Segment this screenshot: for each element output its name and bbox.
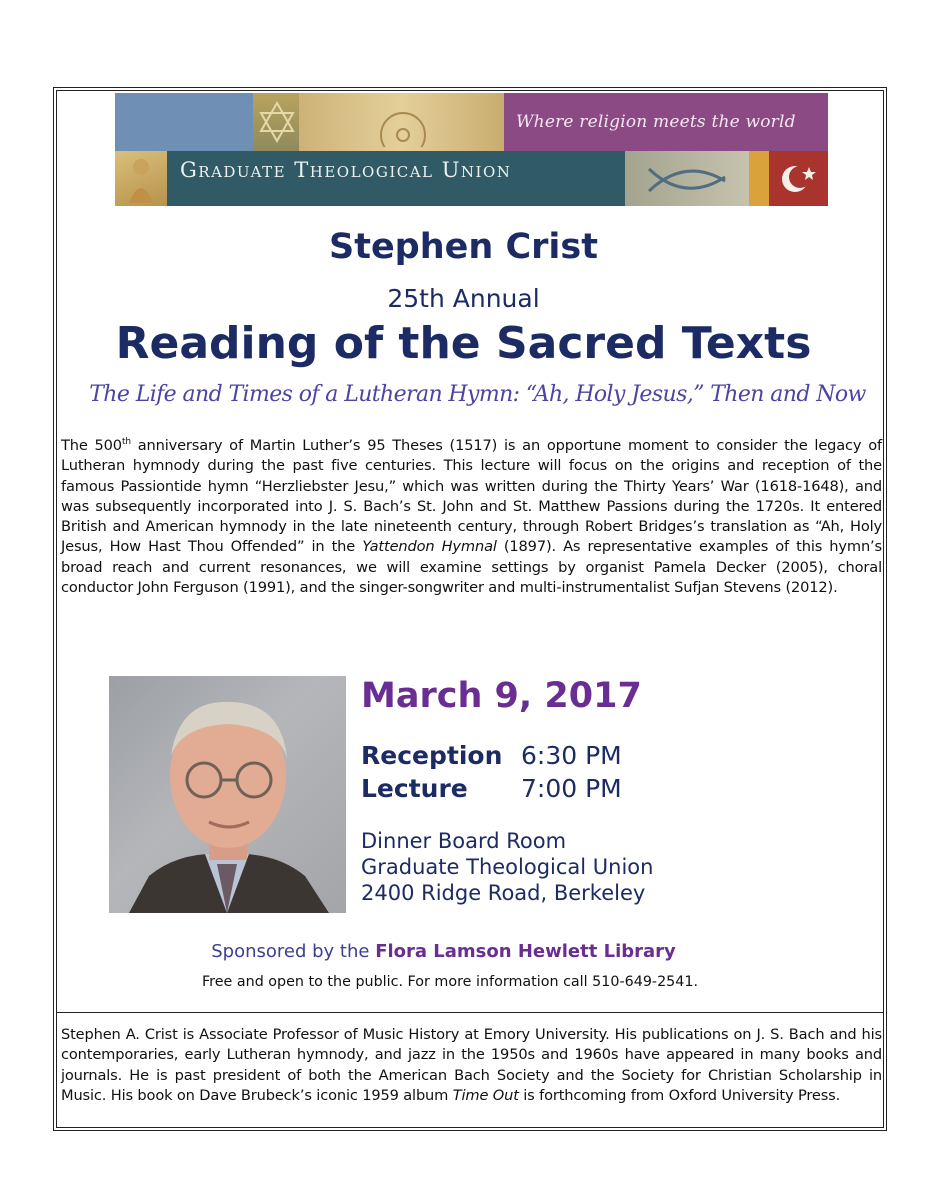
sponsor-prefix: Sponsored by the: [211, 941, 376, 962]
lecture-label: Lecture: [361, 774, 468, 803]
star-of-david-icon: [255, 97, 299, 147]
speaker-photo: [109, 676, 346, 913]
bio-text: Stephen A. Crist is Associate Professor of Music History at Emory University. His publications on J. S. Bach and his contemporaries, early Lutheran hymnody, and jazz in the 1950s and 1960s have appeared in many books and journals. He is past president of both the American Bach Society and the Society for Christian Scholarship in Music. His book on Dave Brubeck’s iconic 1959 album: [61, 1026, 882, 1104]
reception-time: 6:30 PM: [521, 741, 622, 770]
banner-org-name: Graduate Theological Union: [180, 158, 512, 182]
venue-org: Graduate Theological Union: [361, 855, 654, 879]
speaker-name: Stephen Crist: [329, 227, 598, 267]
section-divider: [56, 1012, 884, 1013]
crescent-star-icon: [775, 159, 823, 199]
lecture-subtitle: The Life and Times of a Lutheran Hymn: “Ah, Holy Jesus,” Then and Now: [89, 382, 866, 407]
figure-relief-icon: [119, 153, 163, 205]
lecture-abstract: [61, 436, 882, 598]
lecture-time: 7:00 PM: [521, 774, 622, 803]
speaker-portrait-icon: [109, 676, 346, 913]
public-info: Free and open to the public. For more information call 510-649-2541.: [201, 974, 698, 990]
bio-italic-title: Time Out: [452, 1086, 519, 1104]
series-title: Reading of the Sacred Texts: [115, 318, 812, 369]
gtu-banner: [115, 93, 828, 206]
ichthys-fish-icon: [645, 163, 735, 197]
venue-room: Dinner Board Room: [361, 829, 567, 853]
reception-row: [361, 741, 622, 770]
bio-text: is forthcoming from Oxford University Press.: [518, 1086, 841, 1104]
event-date: March 9, 2017: [361, 676, 642, 716]
abstract-italic-title: Yattendon Hymnal: [362, 538, 497, 556]
annual-label: 25th Annual: [387, 284, 540, 313]
lecture-row: [361, 774, 622, 803]
reception-label: Reception: [361, 741, 503, 770]
abstract-text: anniversary of Martin Luther’s 95 Theses (1517) is an opportune moment to consider the legacy of Lutheran hymnody during the past five centuries. This lecture will focus on the origins and reception of the famous Passiontide hymn “Herzliebster Jesu,” which was written during the Thirty Years’ War (1618-1648), and was subsequently incorporated into J. S. Bach’s St. John and St. Matthew Passions during the 1720s. It entered British and American hymnody in the late nineteenth century, through Robert Bridges’s translation as “Ah, Holy Jesus, How Hast Thou Offended” in the: [61, 437, 883, 556]
sponsor-library: Flora Lamson Hewlett Library: [375, 941, 676, 962]
speaker-bio: [61, 1025, 882, 1106]
venue-address: 2400 Ridge Road, Berkeley: [361, 881, 646, 905]
sponsor-line: [0, 941, 887, 962]
banner-tagline: Where religion meets the world: [516, 112, 796, 132]
abstract-superscript: th: [121, 437, 131, 448]
dharma-wheel-icon: [373, 97, 433, 147]
abstract-text: The 500: [61, 437, 122, 454]
abstract-text: (1897). As representative examples of this hymn’s broad reach and current resonances, we will examine settings by organist Pamela Decker (2005), choral conductor John Ferguson (1991), and the singer-songwriter and multi-instrumentalist Sufjan Stevens (2012).: [61, 538, 882, 597]
